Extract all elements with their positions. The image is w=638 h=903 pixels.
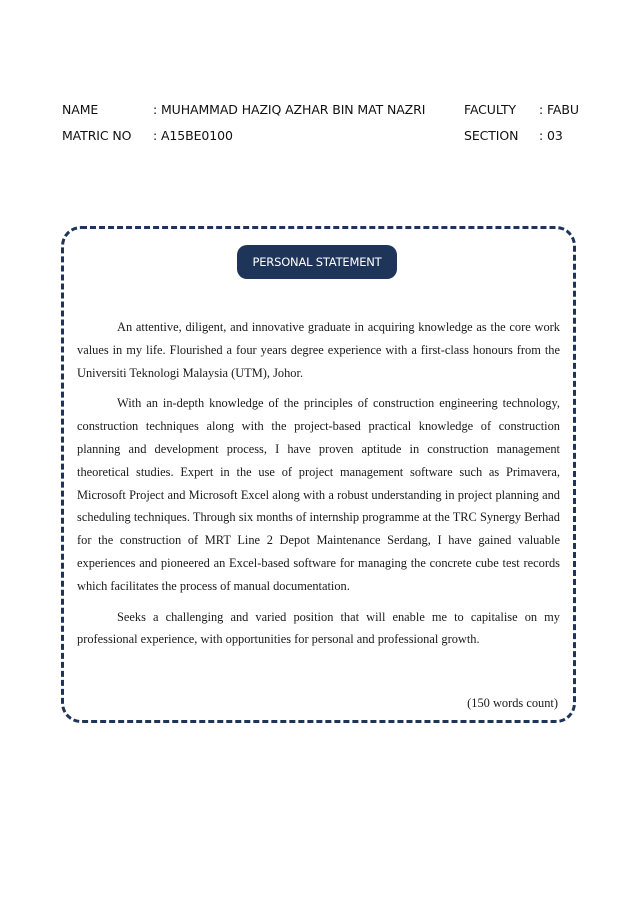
matric-label: MATRIC NO: [62, 128, 132, 143]
faculty-value: : FABU: [539, 102, 579, 117]
statement-paragraph: With an in-depth knowledge of the principles of construction engineering technology, construction techniques along with the project-based practical knowledge of construction planning and development process, I have proven aptitude in construction management theoretical studies. Expert in the use of project management software such as Primavera, Microsoft Project and Microsoft Excel along with a robust understanding in project planning and scheduling techniques. Through six months of internship programme at the TRC Synergy Berhad for the construction of MRT Line 2 Depot Maintenance Serdang, I have gained valuable experiences and pioneered an Excel-based software for managing the concrete cube test records which facilitates the process of manual documentation.: [77, 396, 560, 593]
statement-paragraph: An attentive, diligent, and innovative graduate in acquiring knowledge as the core work values in my life. Flourished a four years degree experience with a first-class honours from the Universiti Teknologi Malaysia (UTM), Johor.: [77, 320, 560, 380]
section-value: : 03: [539, 128, 563, 143]
name-label: NAME: [62, 102, 99, 117]
matric-value: : A15BE0100: [153, 128, 233, 143]
statement-body: [77, 316, 560, 659]
faculty-label: FACULTY: [464, 102, 517, 117]
section-label: SECTION: [464, 128, 519, 143]
name-value: : MUHAMMAD HAZIQ AZHAR BIN MAT NAZRI: [153, 102, 426, 117]
word-count: (150 words count): [467, 696, 558, 710]
statement-paragraph: Seeks a challenging and varied position that will enable me to capitalise on my professional experience, with opportunities for personal and professional growth.: [77, 609, 560, 647]
statement-title: PERSONAL STATEMENT: [237, 245, 397, 279]
